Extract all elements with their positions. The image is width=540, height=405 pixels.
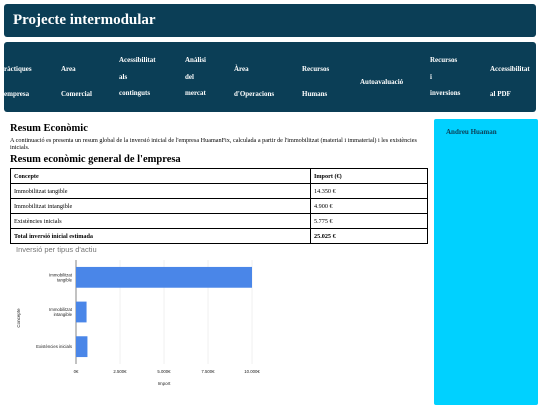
chart-x-ticks <box>74 369 261 374</box>
nav-item-label: ràctiques <box>4 65 32 73</box>
nav-item-recursos-inversions[interactable] <box>430 54 460 100</box>
nav-item-label <box>490 76 530 89</box>
chart-category-label: Existències inicials <box>36 344 72 350</box>
chart-category-label: intangible <box>53 312 72 317</box>
table-cell: Existències inicials <box>11 214 311 229</box>
nav-item-label: Humans <box>302 90 328 98</box>
nav-item-label: Recursos <box>430 56 458 64</box>
table-cell: 25.025 € <box>311 229 428 244</box>
chart-x-tick-label: 5.000€ <box>157 369 171 374</box>
nav-item-label: i <box>430 72 432 81</box>
nav-item-label: Acessibilitat <box>119 56 156 64</box>
investment-chart <box>10 242 270 392</box>
table-cell: Immobilitzat intangible <box>11 199 311 214</box>
nav-item-analisi-mercat[interactable] <box>185 54 206 100</box>
nav-item-label: del <box>185 72 194 81</box>
chart-x-tick-label: 2.500€ <box>113 369 127 374</box>
nav-item-label: empresa <box>4 90 30 98</box>
table-row <box>11 199 428 214</box>
chart-category-label: tangible <box>56 277 72 283</box>
chart-x-tick-label: 0€ <box>73 369 79 374</box>
author-name: Andreu Huaman <box>446 128 497 136</box>
chart-title: Inversió per tipus d'actiu <box>16 245 97 254</box>
nav-item-label <box>234 76 274 89</box>
nav-item-label <box>360 63 403 76</box>
author-sidebar <box>434 119 538 405</box>
nav-item-recursos-humans[interactable] <box>302 63 329 101</box>
nav-item-area-comercial[interactable] <box>61 63 92 101</box>
nav-item-label: al PDF <box>490 90 511 98</box>
nav-item-label: Accessibilitat <box>490 65 530 73</box>
nav-item-area-operacions[interactable] <box>234 63 274 101</box>
chart-svg <box>10 242 270 392</box>
chart-y-axis-label: Concepte <box>16 308 21 328</box>
section-subtitle: Resum econòmic general de l'empresa <box>10 154 181 165</box>
table-cell: 5.775 € <box>311 214 428 229</box>
nav-item-label: als <box>119 72 128 81</box>
table-row <box>11 214 428 229</box>
nav-item-label <box>4 76 32 89</box>
page-header <box>4 4 536 37</box>
nav-item-label: Anàlisi <box>185 56 207 64</box>
nav-item-label: Area <box>61 65 76 73</box>
table-cell: Total inversió inicial estimada <box>11 229 311 244</box>
chart-x-tick-label: 7.500€ <box>201 369 215 374</box>
nav-item-label: Recursos <box>302 65 330 73</box>
main-nav <box>4 42 536 112</box>
chart-bar <box>76 302 87 323</box>
summary-table <box>10 168 428 244</box>
nav-item-label: Autoavaluació <box>360 77 404 86</box>
nav-item-accessibilitat-pdf[interactable] <box>490 63 530 101</box>
chart-category-label: Immobilitzat <box>49 272 72 278</box>
table-row <box>11 184 428 199</box>
chart-category-labels <box>36 272 73 349</box>
nav-item-label: d'Operacions <box>234 90 275 98</box>
chart-x-axis-label: Import <box>157 381 171 386</box>
chart-bar <box>76 336 87 357</box>
table-cell: Immobilitzat tangible <box>11 184 311 199</box>
chart-category-label: Immobilitzat <box>49 307 72 312</box>
nav-item-label <box>302 76 329 89</box>
table-header-row <box>11 169 428 184</box>
table-cell: 14.350 € <box>311 184 428 199</box>
intro-paragraph: A continuació es presenta un resum global de la inversió inicial de l'empresa HuamanFix, calculada a partir de l'immobilitzat (material i immaterial) i les existències inicials. <box>10 137 417 152</box>
chart-x-tick-label: 10.000€ <box>244 369 260 374</box>
nav-item-label: Comercial <box>61 90 92 98</box>
nav-item-label <box>61 76 92 89</box>
table-cell: 4.900 € <box>311 199 428 214</box>
nav-item-label: Àrea <box>234 65 249 73</box>
chart-bar <box>76 267 252 288</box>
nav-item-label: continguts <box>119 89 151 97</box>
column-header: Import (€) <box>311 169 428 184</box>
nav-item-accessibilitat-continguts[interactable] <box>119 54 156 100</box>
nav-item-autoavaluacio[interactable] <box>360 63 403 88</box>
nav-item-label: inversions <box>430 89 461 97</box>
nav-item-label: mercat <box>185 89 206 97</box>
column-header: Concepte <box>11 169 311 184</box>
nav-item-practiques-empresa[interactable] <box>4 63 32 101</box>
section-title: Resum Econòmic <box>10 123 88 134</box>
page-title: Projecte intermodular <box>13 12 156 28</box>
